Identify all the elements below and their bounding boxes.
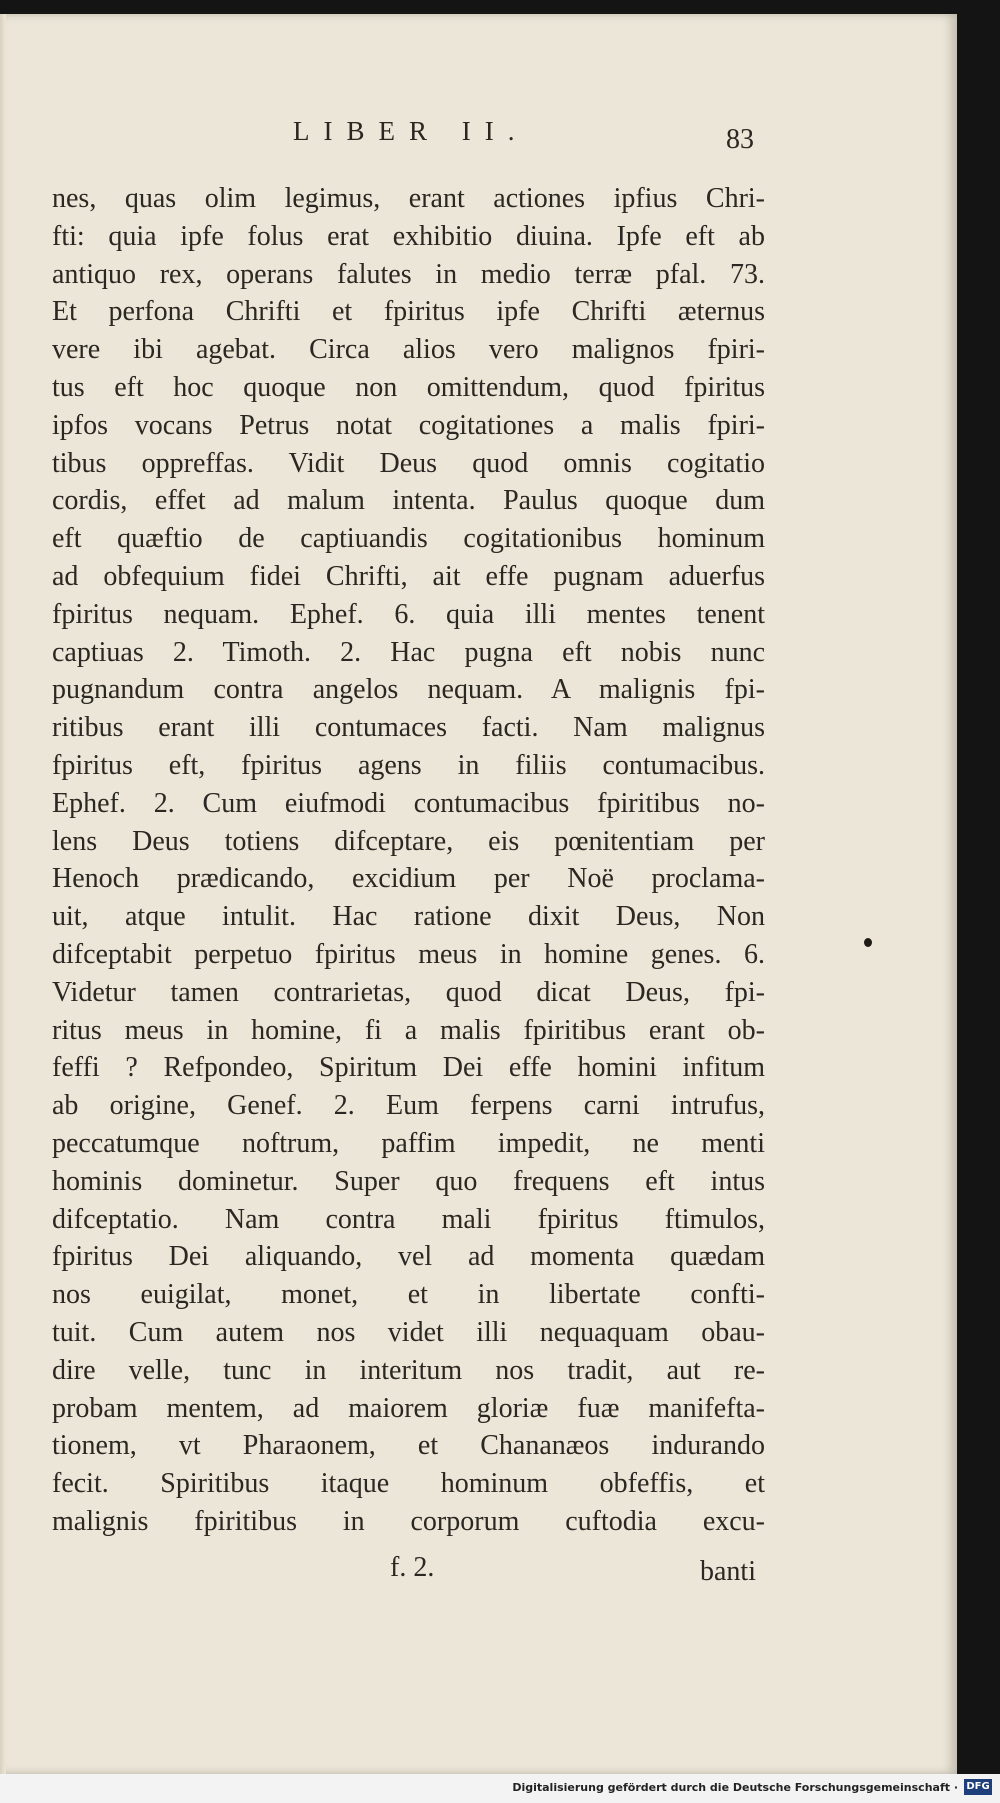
margin-ink-dot [864,938,872,947]
text-line: cordis, effet ad malum intenta. Paulus quoque dum [52,485,765,517]
text-line: ad obfequium fidei Chrifti, ait effe pugnam aduerfus [52,560,765,592]
text-line: tibus oppreffas. Vidit Deus quod omnis cogitatio [52,447,765,479]
text-line: captiuas 2. Timoth. 2. Hac pugna eft nobis nunc [52,636,765,668]
text-line: uit, atque intulit. Hac ratione dixit Deus, Non [52,901,765,933]
page-edge [0,14,6,1774]
dfg-logo-icon[interactable]: DFG [964,1779,992,1795]
text-line: fpiritus eft, fpiritus agens in filiis contumacibus. [52,749,765,781]
text-line: fpiritus Dei aliquando, vel ad momenta quædam [52,1241,765,1273]
text-line: tionem, vt Pharaonem, et Chananæos indurando [52,1430,765,1462]
funding-note: Digitalisierung gefördert durch die Deutsche Forschungsgemeinschaft · [512,1781,958,1794]
text-line: probam mentem, ad maiorem gloriæ fuæ manifefta- [52,1392,765,1424]
text-line: lens Deus totiens difceptare, eis pœnitentiam per [52,825,765,857]
text-line: difceptatio. Nam contra mali fpiritus ftimulos, [52,1203,765,1235]
text-line: vere ibi agebat. Circa alios vero malignos fpiri- [52,334,765,366]
text-line: Videtur tamen contrarietas, quod dicat Deus, fpi- [52,976,765,1008]
text-line: fecit. Spiritibus itaque hominum obfeffis, et [52,1468,765,1500]
running-head [0,116,957,156]
text-line: Ephef. 2. Cum eiufmodi contumacibus fpiritibus no- [52,787,765,819]
text-line: antiquo rex, operans falutes in medio terræ pfal. 73. [52,258,765,290]
text-line: feffi ? Refpondeo, Spiritum Dei effe homini infitum [52,1052,765,1084]
text-line: malignis fpiritibus in corporum cuftodia excu- [52,1505,765,1537]
text-line: ritus meus in homine, fi a malis fpiritibus erant ob- [52,1014,765,1046]
text-line: tuit. Cum autem nos videt illi nequaquam obau- [52,1316,765,1348]
text-line: peccatumque noftrum, paffim impedit, ne menti [52,1127,765,1159]
text-line: ritibus erant illi contumaces facti. Nam malignus [52,712,765,744]
text-line: ipfos vocans Petrus notat cogitationes a malis fpiri- [52,409,765,441]
signature-mark: f. 2. [390,1552,435,1583]
text-line: tus eft hoc quoque non omittendum, quod fpiritus [52,371,765,403]
footer-bar [0,1774,1000,1803]
text-line: hominis dominetur. Super quo frequens eft intus [52,1165,765,1197]
text-line: difceptabit perpetuo fpiritus meus in homine genes. 6. [52,938,765,970]
text-line: pugnandum contra angelos nequam. A malignis fpi- [52,674,765,706]
text-line: eft quæftio de captiuandis cogitationibus hominum [52,523,765,555]
text-line: nos euigilat, monet, et in libertate confti- [52,1279,765,1311]
text-line: Henoch prædicando, excidium per Noë proclama- [52,863,765,895]
body-text [52,180,765,1541]
catchword: banti [700,1556,756,1587]
page-number: 83 [726,124,754,155]
text-line: ab origine, Genef. 2. Eum ferpens carni intrufus, [52,1090,765,1122]
text-line: fti: quia ipfe folus erat exhibitio diuina. Ipfe eft ab [52,220,765,252]
text-line: dire velle, tunc in interitum nos tradit, aut re- [52,1354,765,1386]
text-line: Et perfona Chrifti et fpiritus ipfe Chrifti æternus [52,296,765,328]
text-line: nes, quas olim legimus, erant actiones ipfius Chri- [52,183,765,214]
running-title: LIBER II. [293,116,529,146]
text-line: fpiritus nequam. Ephef. 6. quia illi mentes tenent [52,598,765,630]
